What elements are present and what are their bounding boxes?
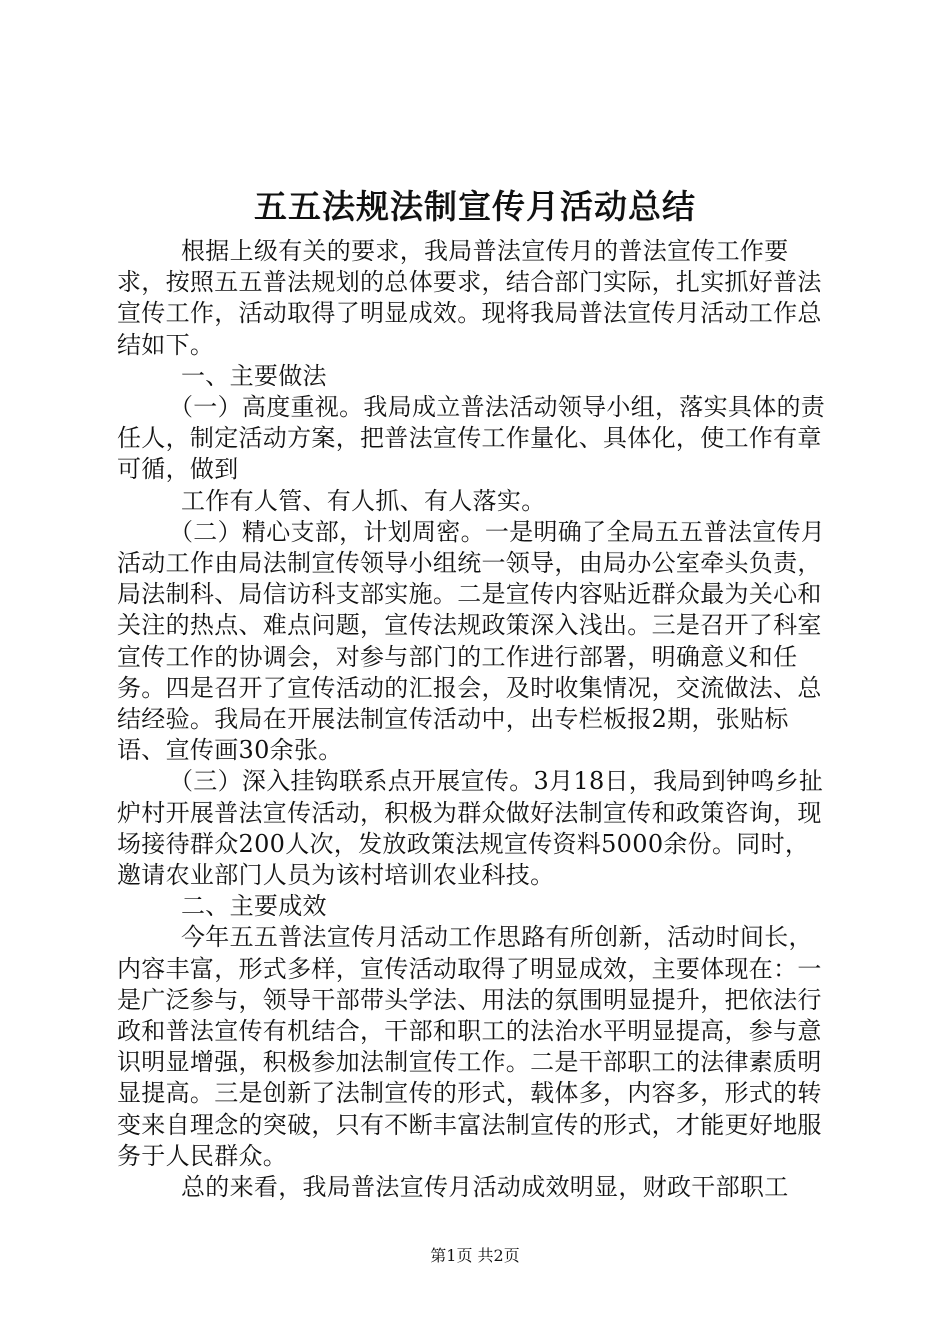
paragraph-intro: 根据上级有关的要求，我局普法宣传月的普法宣传工作要求，按照五五普法规划的总体要求，结合部门实际，扎实抓好普法宣传工作，活动取得了明显成效。现将我局普法宣传月活动工作总结如下。 (117, 237, 822, 359)
paragraph-item-1-continued: 工作有人管、有人抓、有人落实。 (181, 486, 546, 515)
section-heading-main-practices: 一、主要做法 (181, 361, 327, 390)
document-body (117, 236, 832, 1203)
paragraph-summary: 总的来看，我局普法宣传月活动成效明显，财政干部职工 (181, 1173, 789, 1202)
paragraph-item-3: （三）深入挂钩联系点开展宣传。3月18日，我局到钟鸣乡扯炉村开展普法宣传活动，积极为群众做好法制宣传和政策咨询，现场接待群众200人次，发放政策法规宣传资料5000余份。同时，邀请农业部门人员为该村培训农业科技。 (117, 767, 824, 890)
section-heading-main-results: 二、主要成效 (181, 892, 327, 921)
document-title: 五五法规法制宣传月活动总结 (254, 187, 696, 226)
paragraph-item-1: （一）高度重视。我局成立普法活动领导小组，落实具体的责任人，制定活动方案，把普法宣传工作量化、具体化，使工作有章可循，做到 (117, 393, 826, 484)
paragraph-item-2: （二）精心支部，计划周密。一是明确了全局五五普法宣传月活动工作由局法制宣传领导小组统一领导，由局办公室牵头负责，局法制科、局信访科支部实施。二是宣传内容贴近群众最为关心和关注的热点、难点问题，宣传法规政策深入浅出。三是召开了科室宣传工作的协调会，对参与部门的工作进行部署，明确意义和任务。四是召开了宣传活动的汇报会，及时收集情况，交流做法、总结经验。我局在开展法制宣传活动中，出专栏板报2期，张贴标语、宣传画30余张。 (117, 517, 826, 765)
paragraph-results: 今年五五普法宣传月活动工作思路有所创新，活动时间长，内容丰富，形式多样，宣传活动取得了明显成效，主要体现在：一是广泛参与，领导干部带头学法、用法的氛围明显提升，把依法行政和普法宣传有机结合，干部和职工的法治水平明显提高，参与意识明显增强，积极参加法制宣传工作。二是干部职工的法律素质明显提高。三是创新了法制宣传的形式，载体多，内容多，形式的转变来自理念的突破，只有不断丰富法制宣传的形式，才能更好地服务于人民群众。 (117, 923, 822, 1170)
page-number-footer: 第1页 共2页 (430, 1246, 520, 1265)
